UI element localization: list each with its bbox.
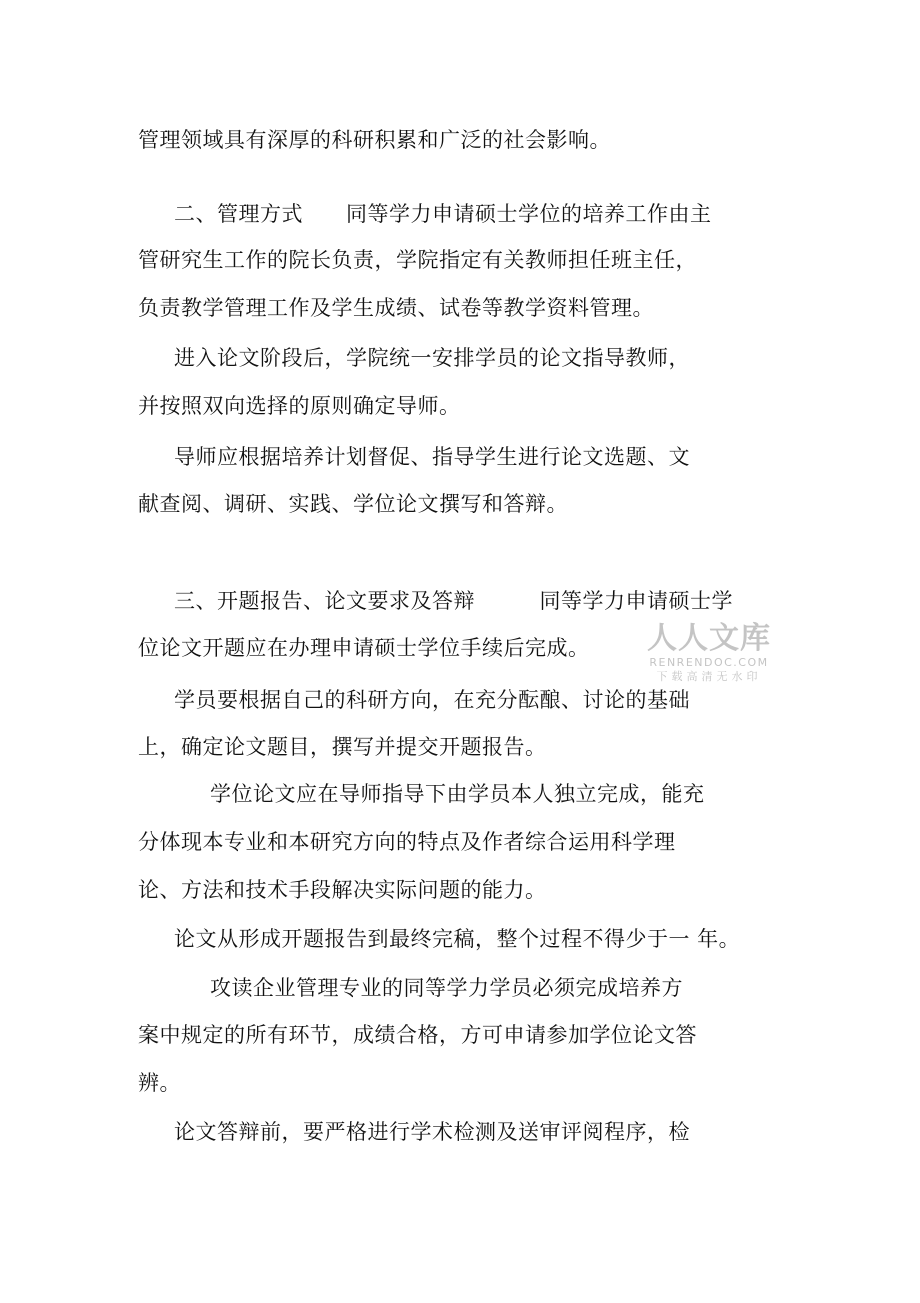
text-line: 论文从形成开题报告到最终完稿，整个过程不得少于一 年。 [174,927,741,951]
text-line: 学位论文应在导师指导下由学员本人独立完成，能充 [210,782,705,806]
text-line: 位论文开题应在办理申请硕士学位手续后完成。 [138,636,590,660]
text-line: 论文答辩前，要严格进行学术检测及送审评阅程序，检 [174,1120,690,1144]
watermark-slogan: 下载高清无水印 [656,670,762,683]
text-line: 管理领域具有深厚的科研积累和广泛的社会影响。 [138,128,611,152]
text-line: 案中规定的所有环节，成绩合格，方可申请参加学位论文答 [138,1023,697,1047]
text-line: 攻读企业管理专业的同等学力学员必须完成培养方 [210,976,683,1000]
text-line: 上，确定论文题目，撰写并提交开题报告。 [138,735,547,759]
text-line: 学员要根据自己的科研方向，在充分酝酿、讨论的基础 [174,688,690,712]
text-line: 负责教学管理工作及学生成绩、试卷等教学资料管理。 [138,296,654,320]
text-line: 管研究生工作的院长负责，学院指定有关教师担任班主任， [138,248,697,272]
text-line: 并按照双向选择的原则确定导师。 [138,394,461,418]
text-line: 献查阅、调研、实践、学位论文撰写和答辩。 [138,492,568,516]
text-line: 辨。 [138,1071,181,1095]
section-heading-proposal: 三、开题报告、论文要求及答辩 同等学力申请硕士学 [174,589,733,613]
text-line: 进入论文阶段后，学院统一安排学员的论文指导教师， [174,346,690,370]
watermark-title: 人人文库 [647,621,771,656]
text-line: 导师应根据培养计划督促、指导学生进行论文选题、文 [174,445,690,469]
section-heading-management: 二、管理方式 同等学力申请硕士学位的培养工作由主 [174,202,712,226]
watermark-site: RENRENDOC.COM [649,656,769,669]
text-line: 论、方法和技术手段解决实际问题的能力。 [138,878,547,902]
text-line: 分体现本专业和本研究方向的特点及作者综合运用科学理 [138,830,676,854]
watermark-logo [644,622,774,684]
